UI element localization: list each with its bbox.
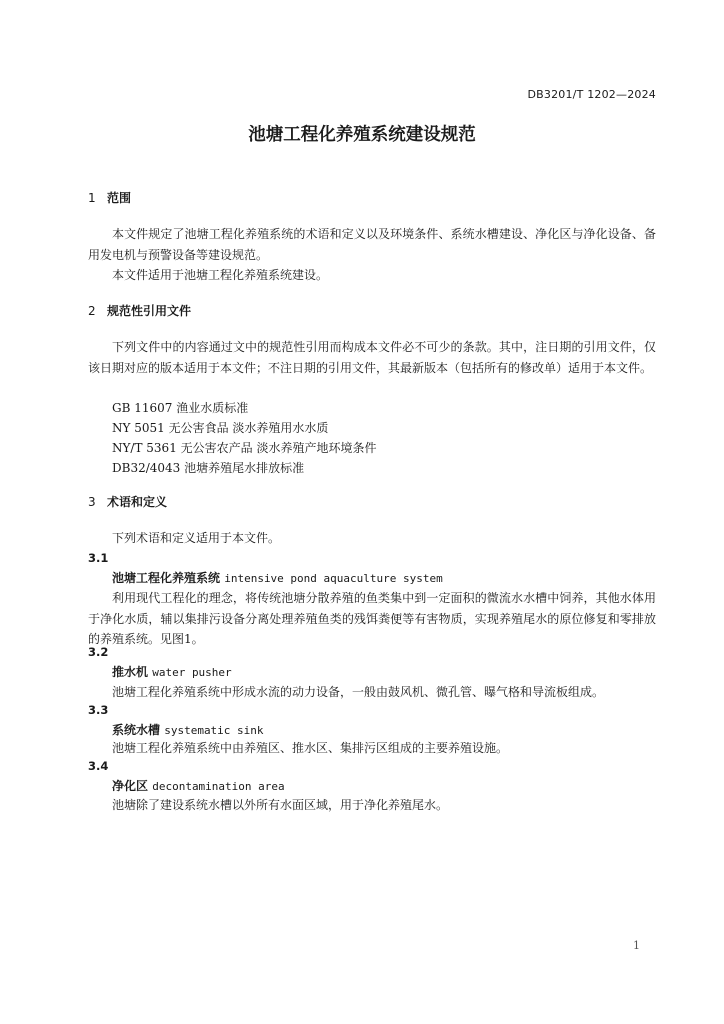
section-3-heading bbox=[88, 492, 167, 512]
clause-number: 3.1 bbox=[88, 551, 109, 565]
section-title: 范围 bbox=[107, 191, 132, 205]
term-english: decontamination area bbox=[152, 780, 285, 793]
term-chinese: 池塘工程化养殖系统 bbox=[112, 571, 221, 585]
term-chinese: 系统水槽 bbox=[112, 723, 161, 737]
term-chinese: 推水机 bbox=[112, 665, 149, 679]
clause-number: 3.2 bbox=[88, 645, 109, 659]
section-title: 规范性引用文件 bbox=[107, 304, 192, 318]
section-title: 术语和定义 bbox=[107, 495, 168, 509]
section-2-intro: 下列文件中的内容通过文中的规范性引用而构成本文件必不可少的条款。其中，注日期的引用文件，仅该日期对应的版本适用于本文件；不注日期的引用文件，其最新版本（包括所有的修改单）适用于本文件。 bbox=[88, 340, 656, 375]
term-english: water pusher bbox=[152, 666, 232, 679]
reference-item: NY/T 5361 无公害农产品 淡水养殖产地环境条件 bbox=[112, 441, 377, 455]
reference-item: NY 5051 无公害食品 淡水养殖用水水质 bbox=[112, 421, 329, 435]
standard-code: DB3201/T 1202—2024 bbox=[527, 88, 656, 101]
section-1-paragraph: 本文件适用于池塘工程化养殖系统建设。 bbox=[112, 268, 329, 282]
section-2-heading bbox=[88, 301, 191, 321]
clause-number: 3.4 bbox=[88, 759, 109, 773]
reference-item: GB 11607 渔业水质标准 bbox=[112, 401, 249, 415]
term-definition: 池塘除了建设系统水槽以外所有水面区域，用于净化养殖尾水。 bbox=[112, 798, 449, 812]
term-english: systematic sink bbox=[164, 724, 264, 737]
clause-number: 3.3 bbox=[88, 703, 109, 717]
term-definition: 池塘工程化养殖系统中形成水流的动力设备，一般由鼓风机、微孔管、曝气格和导流板组成。 bbox=[112, 685, 605, 699]
section-1-heading bbox=[88, 188, 131, 208]
term-chinese: 净化区 bbox=[112, 779, 149, 793]
section-3-intro: 下列术语和定义适用于本文件。 bbox=[112, 531, 281, 545]
section-number: 2 bbox=[88, 304, 96, 318]
page-number: 1 bbox=[633, 939, 640, 952]
term-definition: 池塘工程化养殖系统中由养殖区、推水区、集排污区组成的主要养殖设施。 bbox=[112, 741, 509, 755]
reference-item: DB32/4043 池塘养殖尾水排放标准 bbox=[112, 461, 305, 475]
section-1-paragraph: 本文件规定了池塘工程化养殖系统的术语和定义以及环境条件、系统水槽建设、净化区与净化设备、备用发电机与预警设备等建设规范。 bbox=[88, 227, 656, 262]
term-entry bbox=[112, 568, 443, 589]
section-number: 3 bbox=[88, 495, 96, 509]
term-definition: 利用现代工程化的理念，将传统池塘分散养殖的鱼类集中到一定面积的微流水水槽中饲养，其他水体用于净化水质，辅以集排污设备分离处理养殖鱼类的残饵粪便等有害物质，实现养殖尾水的原位修复和零排放的养殖系统。见图1。 bbox=[88, 591, 656, 646]
section-number: 1 bbox=[88, 191, 96, 205]
term-entry bbox=[112, 662, 232, 683]
document-title: 池塘工程化养殖系统建设规范 bbox=[248, 125, 476, 145]
term-entry bbox=[112, 776, 285, 797]
term-english: intensive pond aquaculture system bbox=[224, 572, 443, 585]
